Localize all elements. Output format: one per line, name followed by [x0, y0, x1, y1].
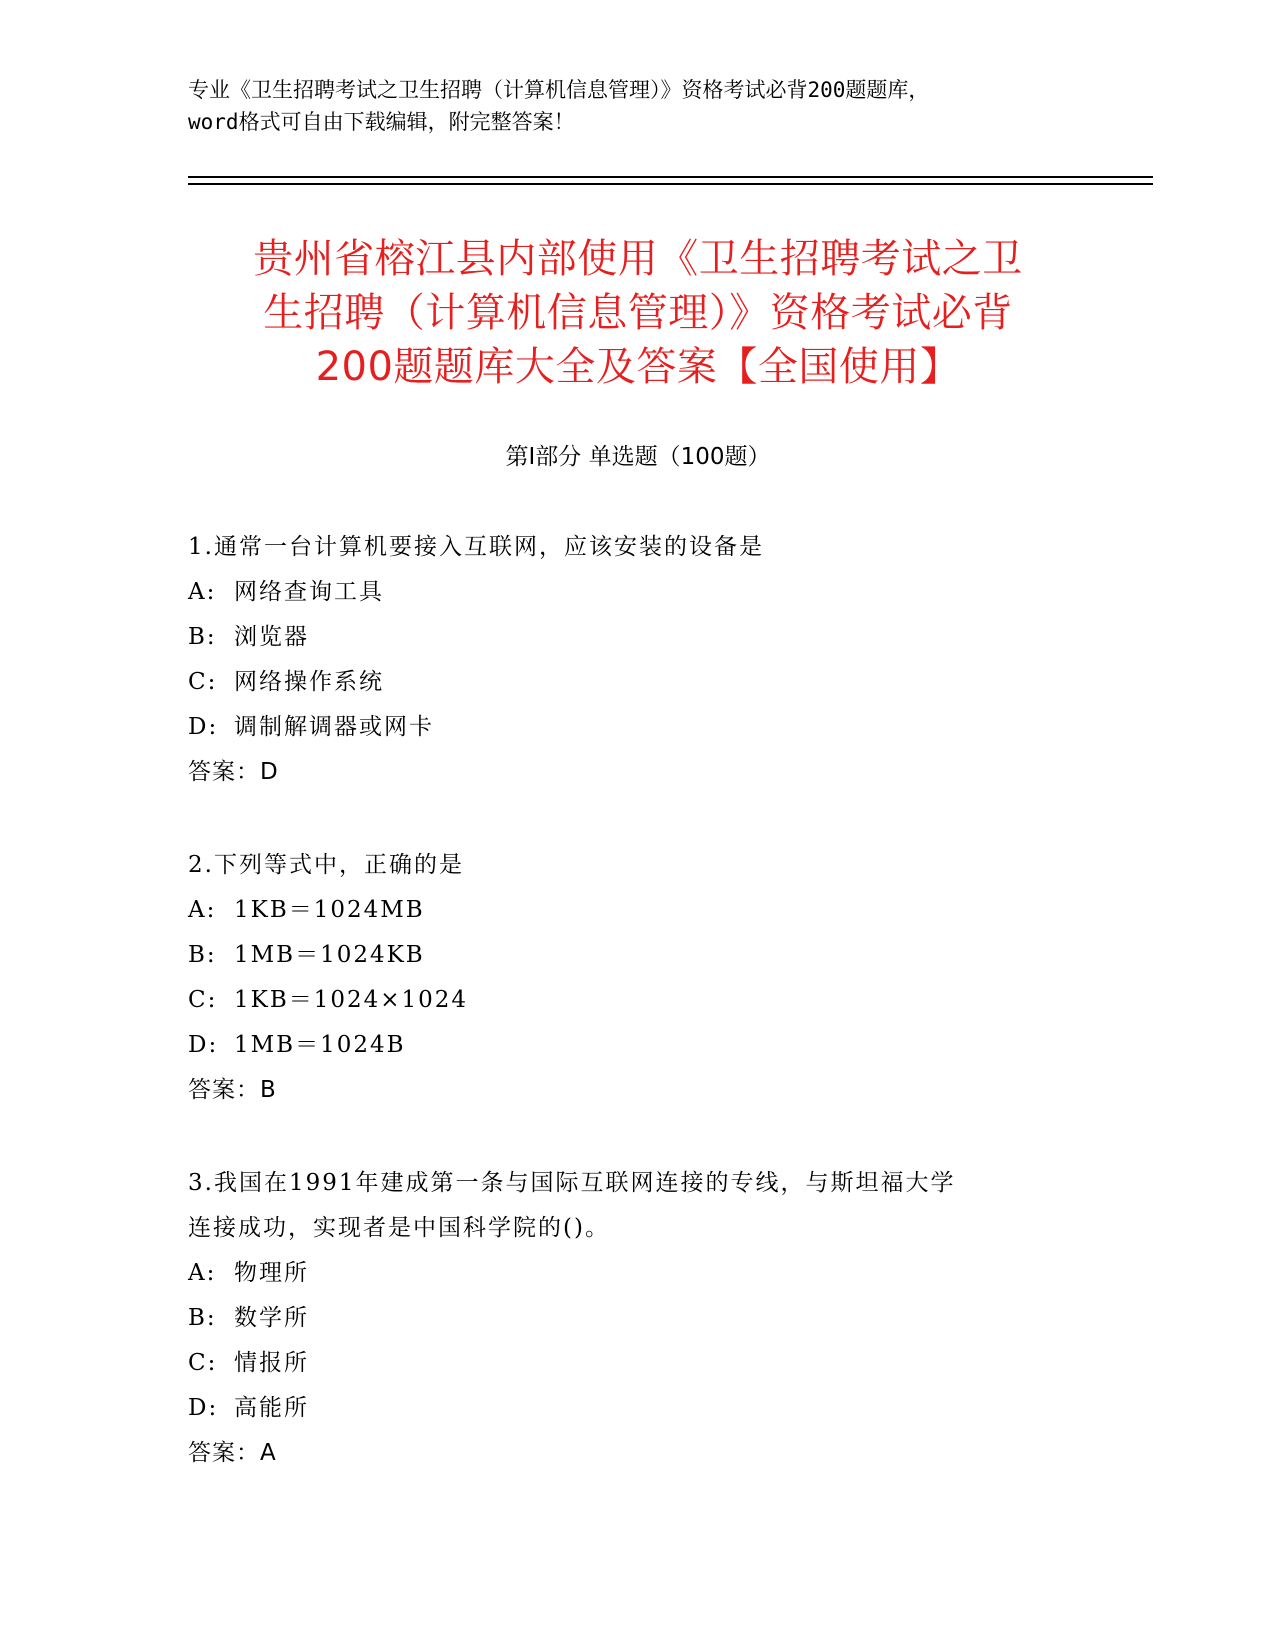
option-letter: A: — [188, 897, 217, 923]
question-stem: 1.通常一台计算机要接入互联网，应该安装的设备是 — [188, 534, 764, 560]
option-a — [188, 888, 1088, 933]
question-1 — [188, 525, 1088, 795]
option-text: 数学所 — [234, 1305, 309, 1331]
option-b — [188, 615, 1088, 660]
option-d — [188, 1023, 1088, 1068]
question-2 — [188, 843, 1088, 1113]
answer-line: 答案：D — [188, 759, 279, 785]
section-title: 第Ⅰ部分 单选题（100题） — [505, 444, 771, 470]
header-line-2: word格式可自由下载编辑，附完整答案！ — [188, 110, 575, 134]
option-text: 网络查询工具 — [234, 579, 384, 605]
option-text: 浏览器 — [234, 624, 309, 650]
option-letter: B: — [188, 1305, 217, 1331]
option-text: 情报所 — [234, 1350, 309, 1376]
title-line-1: 贵州省榕江县内部使用《卫生招聘考试之卫 — [253, 236, 1023, 282]
option-c — [188, 1341, 1088, 1386]
option-letter: D: — [188, 1032, 219, 1058]
option-text: 1MB＝1024B — [234, 1032, 406, 1058]
option-letter: A: — [188, 579, 217, 605]
title-line-2: 生招聘（计算机信息管理）》资格考试必背 — [263, 290, 1013, 336]
question-3 — [188, 1161, 1088, 1476]
question-stem: 2.下列等式中，正确的是 — [188, 852, 464, 878]
option-d — [188, 705, 1088, 750]
option-text: 调制解调器或网卡 — [234, 714, 434, 740]
option-text: 高能所 — [234, 1395, 309, 1421]
option-d — [188, 1386, 1088, 1431]
option-letter: C: — [188, 669, 218, 695]
header-line-1: 专业《卫生招聘考试之卫生招聘（计算机信息管理）》资格考试必背200题题库， — [188, 78, 930, 102]
option-a — [188, 570, 1088, 615]
option-b — [188, 1296, 1088, 1341]
option-letter: C: — [188, 987, 218, 1013]
title-line-3: 200题题库大全及答案【全国使用】 — [315, 344, 961, 390]
answer-line: 答案：A — [188, 1440, 277, 1466]
option-text: 1MB＝1024KB — [234, 942, 425, 968]
option-letter: C: — [188, 1350, 218, 1376]
option-text: 1KB＝1024MB — [234, 897, 425, 923]
option-b — [188, 933, 1088, 978]
question-stem: 3.我国在1991年建成第一条与国际互联网连接的专线，与斯坦福大学 — [188, 1170, 956, 1196]
answer-line: 答案：B — [188, 1077, 277, 1103]
option-text: 1KB＝1024×1024 — [234, 987, 469, 1013]
question-stem-continued: 连接成功，实现者是中国科学院的()。 — [188, 1215, 610, 1241]
option-c — [188, 660, 1088, 705]
option-letter: B: — [188, 624, 217, 650]
document-header — [188, 74, 1088, 138]
option-c — [188, 978, 1088, 1023]
document-title — [188, 232, 1088, 394]
header-divider-top — [188, 176, 1153, 178]
option-letter: D: — [188, 1395, 219, 1421]
option-letter: B: — [188, 942, 217, 968]
option-text: 网络操作系统 — [234, 669, 384, 695]
option-a — [188, 1251, 1088, 1296]
option-letter: A: — [188, 1260, 217, 1286]
option-text: 物理所 — [234, 1260, 309, 1286]
option-letter: D: — [188, 714, 219, 740]
header-divider-bottom — [188, 183, 1153, 185]
